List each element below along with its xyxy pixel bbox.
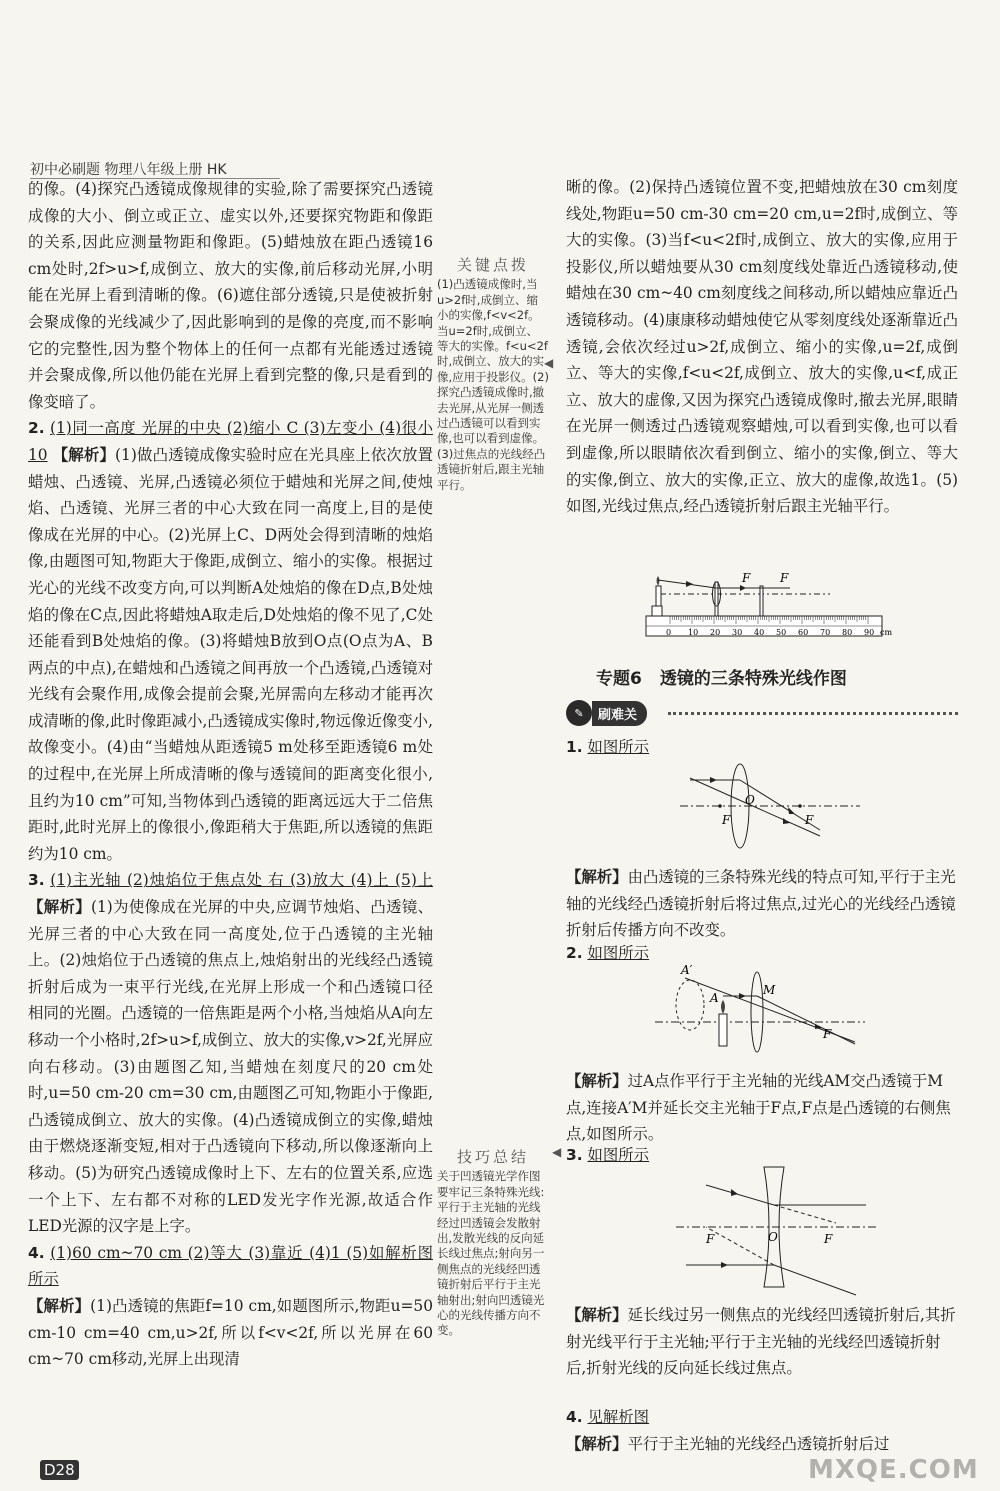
- analysis-tag: 【解析】: [28, 1296, 91, 1315]
- continued-paragraph: 的像。(4)探究凸透镜成像规律的实验,除了需要探究凸透镜成像的大小、倒立或正立、虚实以外,还要探究物距和像距的关系,因此应测量物距和像距。(5)蜡烛放在距凸透镜16 cm处时,2f>u>f,成倒立、放大的实像,前后移动光屏,小明能在光屏上看到清晰的像。(6)遮住部分透镜,只是使被折射会聚成像的光线减少了,因此影响到的是像的亮度,而不影响它的完整性,因为整个物体上的任何一点都有光能透过透镜并会聚成像,所以他仍能在光屏上看到完整的像,只是看到的像变暗了。: [28, 180, 433, 411]
- analysis-text: (1)为使像成在光屏的中央,应调节烛焰、凸透镜、光屏三者的中心大致在同一高度处,位于凸透镜的主光轴上。(2)烛焰位于凸透镜的焦点上,烛焰射出的光线经凸透镜折射后成为一束平行光线,在光屏上形成一个和凸透镜口径相同的光圈。凸透镜的一倍焦距是两个小格,当烛焰从A向左移动一个小格时,2f>u>f,成倒立、放大的实像,v>2f,光屏应向右移动。(3)由题图乙知,当蜡烛在刻度尺的20 cm处时,u=50 cm-20 cm=30 cm,由题图乙可知,物距小于像距,凸透镜成倒立、放大的实像。(4)凸透镜成倒立的实像,蜡烛由于燃烧逐渐变短,相对于凸透镜向下移动,所以像逐渐向上移动。(5)为研究凸透镜成像时上下、左右的位置关系,应选一个上下、左右都不对称的LED发光字作光源,故适合作LED光源的汉字是上字。: [28, 898, 433, 1236]
- analysis-text: 延长线过另一侧焦点的光线经凹透镜折射后,其折射光线平行于主光轴;平行于主光轴的光线经凹透镜折射后,折射光线的反向延长线过焦点。: [566, 1306, 956, 1378]
- analysis-text: (1)做凸透镜成像实验时应在光具座上依次放置蜡烛、凸透镜、光屏,凸透镜必须位于蜡烛和光屏之间,使烛焰、凸透镜、光屏三者的中心大致在同一高度上,目的是使像成在光屏的中心。(2)光屏上C、D两处会得到清晰的烛焰像,由题图可知,物距大于像距,成倒立、缩小的实像。根据过光心的光线不改变方向,可以判断A处烛焰的像在D点,B处烛焰的像在C点,因此将蜡烛A取走后,D处烛焰的像不见了,C处还能看到B处烛焰的像。(3)将蜡烛B放到O点(O点为A、B两点的中点),在蜡烛和凸透镜之间再放一个凸透镜,凸透镜对光线有会聚作用,成像会提前会聚,光屏需向左移动才能再次成清晰的像,此时像距减小,凸透镜成实像时,物远像近像变小,故像变小。(4)由“当蜡烛从距透镜5 m处移至距透镜6 m处的过程中,在光屏上所成清晰的像与透镜间的距离变化很小,且约为10 cm”可知,当物体到凸透镜的距离远远大于二倍焦距时,此时光屏上的像很小,像距稍大于焦距,所以透镜的焦距约为10 cm。: [28, 445, 433, 863]
- bench-tick-label: 90: [864, 628, 875, 637]
- bench-tick-label: 50: [776, 628, 787, 637]
- item-answer: (1)同一高度 光屏的中央 (2)缩小 C (3)左变小 (4)很小 10: [28, 419, 433, 464]
- key-tip-title: 关键点拨: [456, 256, 529, 274]
- optical-center-label: O: [745, 793, 755, 807]
- bench-tick-label: 0: [666, 628, 672, 637]
- focus-label: F: [742, 571, 751, 585]
- answer-item-2: [28, 415, 433, 867]
- continued-paragraph: 晰的像。(2)保持凸透镜位置不变,把蜡烛放在30 cm刻度线处,物距u=50 cm-30 cm=20 cm,u=2f时,成倒立、等大的实像。(3)当f<u<2f时,成倒立、放大的实像,应用于投影仪,所以蜡烛要从30 cm刻度线处靠近凸透镜移动,使蜡烛在30 cm~40 cm刻度线之间移动,所以蜡烛应靠近凸透镜移动。(4)康康移动蜡烛使它从零刻度线处逐渐靠近凸透镜,会依次经过u>2f,成倒立、缩小的实像,u=2f,成倒立、等大的实像,f<u<2f,成倒立、放大的实像,u<f,成正立、放大的虚像,又因为探究凸透镜成像时,撤去光屏,眼睛在光屏一侧透过凸透镜观察蜡烛,可以看到实像,也可以看到虚像,所以眼睛依次看到倒立、缩小的实像,倒立、等大的实像,倒立、放大的实像,正立、放大的虚像,故选1。(5)如图,光线过焦点,经凸透镜折射后跟主光轴平行。: [566, 178, 958, 516]
- running-header: 初中必刷题 物理八年级上册 HK: [30, 162, 227, 178]
- question-label: 见解析图: [587, 1408, 650, 1426]
- question-label: 如图所示: [587, 1146, 650, 1164]
- answer-item-4: [28, 1240, 433, 1373]
- focus-label: F: [706, 1232, 715, 1246]
- right-column: [566, 174, 958, 520]
- bench-tick-label: 10: [688, 628, 699, 637]
- question-1-analysis: [566, 864, 958, 944]
- concave-lens-diagram: [676, 1165, 876, 1305]
- site-watermark: MXQE.COM: [808, 1455, 979, 1485]
- analysis-tag: 【解析】: [52, 445, 116, 464]
- key-tip-box: [437, 258, 549, 493]
- left-column: [28, 176, 433, 1373]
- focus-label: F: [823, 1027, 832, 1041]
- analysis-tag: 【解析】: [566, 1434, 628, 1453]
- skill-summary-text: 关于凹透镜光学作图要牢记三条特殊光线:平行于主光轴的光线经过凹透镜会发散射出,发散光线的反向延长线过焦点;射向另一侧焦点的光线经凹透镜折射后平行于主光轴射出;射向凹透镜光心的光线传播方向不变。: [437, 1169, 545, 1338]
- question-number: 2.: [566, 944, 583, 962]
- focus-label: F: [824, 1232, 833, 1246]
- bench-tick-label: 20: [710, 628, 721, 637]
- item-number: 2.: [28, 419, 45, 438]
- question-2-analysis: [566, 1068, 958, 1148]
- answer-item-3: [28, 867, 433, 1239]
- focus-label: F: [722, 813, 731, 827]
- topic-heading: [596, 664, 847, 689]
- bench-unit-label: cm: [880, 628, 893, 637]
- candle-lens-diagram: [655, 960, 865, 1060]
- question-number: 1.: [566, 738, 583, 756]
- dotted-divider: [668, 712, 958, 715]
- analysis-text: 平行于主光轴的光线经凸透镜折射后过: [627, 1434, 890, 1453]
- pointer-triangle-icon: ◀: [552, 1145, 562, 1159]
- bench-tick-label: 80: [842, 628, 853, 637]
- question-label: 如图所示: [587, 738, 650, 756]
- skill-summary-box: [437, 1150, 549, 1339]
- question-3-analysis: [566, 1302, 958, 1382]
- analysis-tag: 【解析】: [566, 1306, 628, 1324]
- analysis-text: 由凸透镜的三条特殊光线的特点可知,平行于主光轴的光线经凸透镜折射后将过焦点,过光心的光线经凸透镜折射后传播方向不改变。: [566, 868, 956, 940]
- analysis-tag: 【解析】: [28, 898, 91, 917]
- analysis-tag: 【解析】: [566, 868, 628, 886]
- pointer-triangle-icon: ◀: [544, 356, 554, 370]
- topic-title: 专题6: [596, 669, 642, 689]
- convex-lens-diagram: [680, 758, 860, 858]
- question-label: 如图所示: [587, 944, 650, 962]
- level-badge-label: 刷难关: [592, 701, 647, 726]
- focus-label: F: [805, 813, 814, 827]
- key-tip-text: (1)凸透镜成像时,当u>2f时,成倒立、缩小的实像,f<v<2f。当u=2f时,成倒立、等大的实像。f<u<2f时,成倒立、放大的实像,应用于投影仪。(2)探究凸透镜成像时,撤去光屏,从光屏一侧透过凸透镜可以看到实像,也可以看到虚像。(3)过焦点的光线经凸透镜折射后,跟主光轴平行。: [437, 277, 549, 492]
- point-a-label: A: [710, 991, 719, 1005]
- item-number: 4.: [28, 1243, 45, 1262]
- analysis-text: (1)凸透镜的焦距f=10 cm,如题图所示,物距u=50 cm-10 cm=40 cm,u>2f,所以f<v<2f,所以光屏在60 cm~70 cm移动,光屏上出现清: [28, 1296, 433, 1369]
- item-number: 3.: [28, 871, 45, 890]
- image-point-label: A′: [681, 963, 693, 977]
- question-number: 4.: [566, 1408, 583, 1426]
- analysis-tag: 【解析】: [566, 1072, 628, 1090]
- question-number: 3.: [566, 1146, 583, 1164]
- analysis-text: 过A点作平行于主光轴的光线AM交凸透镜于M点,连接A′M并延长交主光轴于F点,F点是凸透镜的右侧焦点,如图所示。: [566, 1072, 951, 1144]
- optical-bench-figure: [640, 564, 893, 640]
- item-answer: (1)主光轴 (2)烛焰位于焦点处 右 (3)放大 (4)上 (5)上: [50, 871, 433, 890]
- skill-summary-title: 技巧总结: [456, 1148, 529, 1166]
- question-4: [566, 1404, 958, 1457]
- level-badge: [566, 700, 647, 726]
- topic-subtitle: 透镜的三条特殊光线作图: [659, 669, 847, 689]
- page-number: D28: [40, 1460, 79, 1480]
- point-m-label: M: [763, 983, 776, 997]
- bench-tick-label: 70: [820, 628, 831, 637]
- pen-icon: ✎: [566, 700, 592, 726]
- question-1: [566, 734, 958, 761]
- item-answer: (1)60 cm~70 cm (2)等大 (3)靠近 (4)1 (5)如解析图所示: [28, 1243, 433, 1289]
- bench-tick-label: 60: [798, 628, 809, 637]
- optical-center-label: O: [768, 1230, 778, 1244]
- bench-tick-label: 30: [732, 628, 743, 637]
- focus-label: F: [780, 571, 789, 585]
- bench-tick-label: 40: [754, 628, 765, 637]
